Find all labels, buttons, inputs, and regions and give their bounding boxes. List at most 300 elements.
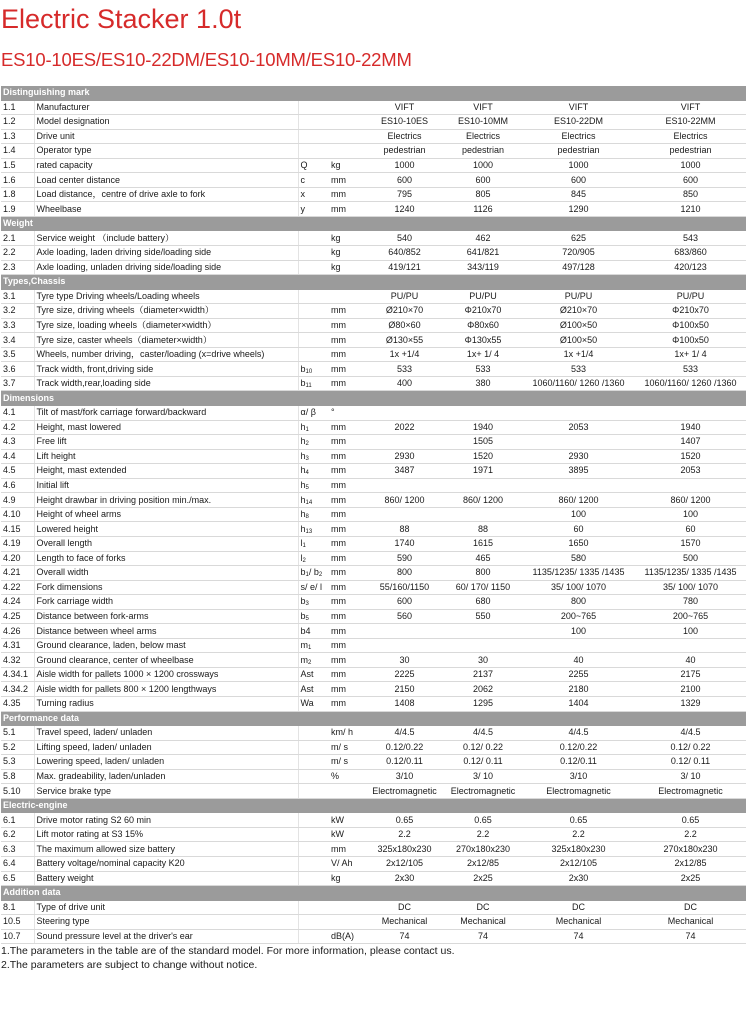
row-unit: mm [329, 551, 365, 566]
value-cell: 0.65 [365, 813, 444, 828]
value-cell: 35/ 100/ 1070 [635, 580, 746, 595]
row-unit: mm [329, 638, 365, 653]
row-unit: mm [329, 347, 365, 362]
value-cell: VIFT [522, 100, 635, 115]
value-cell: 1x +1/4 [522, 347, 635, 362]
value-cell: DC [444, 900, 522, 915]
row-number: 6.1 [1, 813, 34, 828]
row-unit: kg [329, 231, 365, 246]
row-unit [329, 129, 365, 144]
value-cell: 1135/1235/ 1335 /1435 [522, 566, 635, 581]
row-unit: kg [329, 246, 365, 261]
row-description: Model designation [34, 115, 298, 130]
row-unit: mm [329, 449, 365, 464]
row-description: Manufacturer [34, 100, 298, 115]
row-number: 4.1 [1, 406, 34, 421]
spec-row [1, 158, 746, 173]
spec-row [1, 740, 746, 755]
row-unit: mm [329, 522, 365, 537]
row-unit: mm [329, 682, 365, 697]
symbol-subscript: 2 [318, 572, 323, 579]
value-cell: 850 [635, 187, 746, 202]
row-symbol [298, 318, 329, 333]
value-cell: 1329 [635, 696, 746, 711]
symbol-text: x [300, 189, 305, 200]
value-cell: 40 [635, 653, 746, 668]
symbol-text: m [300, 654, 308, 665]
symbol-subscript: 1 [302, 543, 306, 550]
row-symbol [298, 929, 329, 944]
value-cell: Electrics [522, 129, 635, 144]
row-unit: mm [329, 566, 365, 581]
row-number: 4.31 [1, 638, 34, 653]
value-cell: 1x+ 1/ 4 [444, 347, 522, 362]
value-cell: 2175 [635, 667, 746, 682]
value-cell: 100 [522, 624, 635, 639]
row-description: Max. gradeability, laden/unladen [34, 769, 298, 784]
row-unit [329, 289, 365, 304]
row-description: Aisle width for pallets 1000 × 1200 crossways [34, 667, 298, 682]
footnote: 2.The parameters are subject to change without notice. [1, 958, 258, 971]
row-number: 6.5 [1, 871, 34, 886]
row-number: 5.2 [1, 740, 34, 755]
value-cell: 2.2 [635, 827, 746, 842]
row-symbol [298, 595, 329, 610]
row-number: 1.1 [1, 100, 34, 115]
row-symbol [298, 740, 329, 755]
value-cell [444, 507, 522, 522]
value-cell: 270x180x230 [444, 842, 522, 857]
symbol-subscript: 3 [305, 455, 309, 462]
value-cell: 0.65 [444, 813, 522, 828]
value-cell: 800 [365, 566, 444, 581]
row-number: 6.2 [1, 827, 34, 842]
value-cell: Ø100×50 [522, 318, 635, 333]
page-title: Electric Stacker 1.0t [1, 4, 242, 34]
value-cell: 1740 [365, 536, 444, 551]
row-unit: kg [329, 871, 365, 886]
row-symbol [298, 755, 329, 770]
row-number: 4.5 [1, 464, 34, 479]
symbol-text: b4 [300, 625, 311, 636]
spec-row [1, 929, 746, 944]
value-cell: 4/4.5 [522, 726, 635, 741]
row-unit: mm [329, 187, 365, 202]
row-number: 4.24 [1, 595, 34, 610]
value-cell: 1940 [635, 420, 746, 435]
spec-row [1, 726, 746, 741]
row-number: 3.2 [1, 304, 34, 319]
symbol-subscript: 11 [305, 383, 312, 390]
row-unit: mm [329, 202, 365, 217]
row-unit [329, 900, 365, 915]
symbol-text: h [300, 480, 306, 491]
row-unit: mm [329, 696, 365, 711]
spec-row [1, 580, 746, 595]
value-cell: 2x25 [444, 871, 522, 886]
row-symbol [298, 144, 329, 159]
row-description: Lifting speed, laden/ unladen [34, 740, 298, 755]
value-cell: 419/121 [365, 260, 444, 275]
row-unit: mm [329, 653, 365, 668]
value-cell: Φ80x60 [444, 318, 522, 333]
value-cell [365, 406, 444, 421]
value-cell [444, 406, 522, 421]
symbol-subscript: 14 [305, 499, 313, 506]
symbol-subscript: 4 [305, 470, 309, 477]
row-unit: dB(A) [329, 929, 365, 944]
spec-row [1, 624, 746, 639]
symbol-text: l [300, 552, 303, 563]
row-symbol [298, 856, 329, 871]
value-cell: 590 [365, 551, 444, 566]
value-cell: 720/905 [522, 246, 635, 261]
value-cell [522, 406, 635, 421]
value-cell: 2x30 [522, 871, 635, 886]
spec-row [1, 566, 746, 581]
value-cell: 1240 [365, 202, 444, 217]
spec-row [1, 129, 746, 144]
row-unit: m/ s [329, 740, 365, 755]
row-description: Operator type [34, 144, 298, 159]
value-cell [365, 435, 444, 450]
section-title: Dimensions [1, 391, 746, 406]
row-symbol [298, 580, 329, 595]
value-cell: 560 [365, 609, 444, 624]
symbol-text: b [300, 378, 306, 389]
value-cell: 60 [635, 522, 746, 537]
value-cell: 1x +1/4 [365, 347, 444, 362]
row-number: 2.2 [1, 246, 34, 261]
spec-row [1, 522, 746, 537]
value-cell: 2100 [635, 682, 746, 697]
spec-row [1, 609, 746, 624]
value-cell [522, 478, 635, 493]
value-cell: 0.12/0.11 [522, 755, 635, 770]
row-unit: kg [329, 260, 365, 275]
row-symbol [298, 696, 329, 711]
value-cell: 200~765 [635, 609, 746, 624]
row-description: Initial lift [34, 478, 298, 493]
row-symbol [298, 900, 329, 915]
row-number: 4.22 [1, 580, 34, 595]
value-cell: 500 [635, 551, 746, 566]
value-cell: 1971 [444, 464, 522, 479]
row-number: 6.3 [1, 842, 34, 857]
row-symbol [298, 100, 329, 115]
row-number: 5.10 [1, 784, 34, 799]
value-cell [365, 624, 444, 639]
value-cell: 3487 [365, 464, 444, 479]
row-description: Fork carriage width [34, 595, 298, 610]
model-subtitle: ES10-10ES/ES10-22DM/ES10-10MM/ES10-22MM [1, 49, 412, 70]
row-symbol [298, 304, 329, 319]
row-symbol [298, 464, 329, 479]
spec-row [1, 784, 746, 799]
value-cell: 2x30 [365, 871, 444, 886]
value-cell: VIFT [365, 100, 444, 115]
value-cell: DC [635, 900, 746, 915]
row-description: Drive motor rating S2 60 min [34, 813, 298, 828]
row-description: Lowering speed, laden/ unladen [34, 755, 298, 770]
row-description: Battery voltage/nominal capacity K20 [34, 856, 298, 871]
row-unit: V/ Ah [329, 856, 365, 871]
value-cell: 2x12/105 [522, 856, 635, 871]
row-number: 8.1 [1, 900, 34, 915]
value-cell: 4/4.5 [444, 726, 522, 741]
section-header [1, 216, 746, 231]
row-number: 4.35 [1, 696, 34, 711]
value-cell: 55/160/1150 [365, 580, 444, 595]
symbol-text: / b [308, 567, 319, 578]
row-description: rated capacity [34, 158, 298, 173]
value-cell: 2.2 [365, 827, 444, 842]
value-cell: 40 [522, 653, 635, 668]
symbol-text: b [300, 596, 306, 607]
row-description: Sound pressure level at the driver's ear [34, 929, 298, 944]
value-cell: 600 [365, 173, 444, 188]
value-cell: 641/821 [444, 246, 522, 261]
row-symbol [298, 813, 329, 828]
symbol-text: h [300, 421, 306, 432]
row-unit: mm [329, 318, 365, 333]
row-description: Tyre size, loading wheels（diameter×width） [34, 318, 298, 333]
value-cell: 3895 [522, 464, 635, 479]
row-number: 4.19 [1, 536, 34, 551]
value-cell: 3/ 10 [635, 769, 746, 784]
row-description: Lift motor rating at S3 15% [34, 827, 298, 842]
row-description: Lift height [34, 449, 298, 464]
row-unit: mm [329, 624, 365, 639]
row-description: Distance between wheel arms [34, 624, 298, 639]
symbol-text: Q [300, 160, 308, 170]
value-cell: 1000 [635, 158, 746, 173]
spec-row [1, 682, 746, 697]
value-cell: VIFT [635, 100, 746, 115]
row-symbol [298, 406, 329, 421]
row-description: Aisle width for pallets 800 × 1200 lengthways [34, 682, 298, 697]
row-number: 3.7 [1, 376, 34, 391]
row-number: 4.9 [1, 493, 34, 508]
row-number: 5.8 [1, 769, 34, 784]
value-cell: Mechanical [365, 915, 444, 930]
value-cell: 100 [635, 507, 746, 522]
spec-row [1, 376, 746, 391]
value-cell: 780 [635, 595, 746, 610]
spec-row [1, 638, 746, 653]
value-cell: 270x180x230 [635, 842, 746, 857]
symbol-text: Wa [300, 698, 314, 709]
value-cell: 1x+ 1/ 4 [635, 347, 746, 362]
spec-row [1, 842, 746, 857]
value-cell: 1060/1160/ 1260 /1360 [635, 376, 746, 391]
value-cell: 2930 [365, 449, 444, 464]
row-description: Load center distance [34, 173, 298, 188]
value-cell: 1520 [444, 449, 522, 464]
row-unit: ° [329, 406, 365, 421]
value-cell: 74 [635, 929, 746, 944]
row-unit [329, 915, 365, 930]
value-cell: 497/128 [522, 260, 635, 275]
row-number: 1.3 [1, 129, 34, 144]
symbol-text: Ast [300, 683, 314, 694]
value-cell: 30 [365, 653, 444, 668]
value-cell: 380 [444, 376, 522, 391]
spec-row [1, 915, 746, 930]
row-description: Tyre size, driving wheels（diameter×width） [34, 304, 298, 319]
value-cell: 2x12/105 [365, 856, 444, 871]
spec-row [1, 318, 746, 333]
row-unit: mm [329, 536, 365, 551]
row-unit: mm [329, 580, 365, 595]
row-symbol [298, 115, 329, 130]
value-cell: pedestrian [444, 144, 522, 159]
row-symbol [298, 173, 329, 188]
row-symbol [298, 347, 329, 362]
value-cell: 35/ 100/ 1070 [522, 580, 635, 595]
row-description: Length to face of forks [34, 551, 298, 566]
row-unit [329, 115, 365, 130]
spec-row [1, 478, 746, 493]
value-cell: Mechanical [522, 915, 635, 930]
row-number: 4.21 [1, 566, 34, 581]
value-cell: PU/PU [365, 289, 444, 304]
value-cell [635, 406, 746, 421]
value-cell: 0.12/0.22 [365, 740, 444, 755]
row-symbol [298, 435, 329, 450]
row-unit: mm [329, 667, 365, 682]
value-cell: 0.65 [635, 813, 746, 828]
symbol-subscript: 2 [308, 659, 312, 666]
row-number: 5.1 [1, 726, 34, 741]
value-cell: Mechanical [444, 915, 522, 930]
row-description: Height, mast lowered [34, 420, 298, 435]
spec-row [1, 755, 746, 770]
row-number: 10.7 [1, 929, 34, 944]
row-unit: mm [329, 595, 365, 610]
value-cell: Φ100x50 [635, 318, 746, 333]
value-cell: ES10-22DM [522, 115, 635, 130]
value-cell: Electromagnetic [444, 784, 522, 799]
value-cell: Electromagnetic [365, 784, 444, 799]
value-cell: Electrics [444, 129, 522, 144]
value-cell: Electrics [365, 129, 444, 144]
value-cell: 0.12/0.11 [365, 755, 444, 770]
row-symbol [298, 522, 329, 537]
value-cell: Electrics [635, 129, 746, 144]
value-cell: 88 [444, 522, 522, 537]
row-unit: mm [329, 478, 365, 493]
value-cell: 600 [444, 173, 522, 188]
value-cell [365, 507, 444, 522]
value-cell: 1000 [444, 158, 522, 173]
row-description: Ground clearance, laden, below mast [34, 638, 298, 653]
value-cell: 3/ 10 [444, 769, 522, 784]
value-cell: PU/PU [522, 289, 635, 304]
row-symbol [298, 246, 329, 261]
section-header [1, 798, 746, 813]
value-cell: 540 [365, 231, 444, 246]
row-unit: mm [329, 376, 365, 391]
row-description: Wheelbase [34, 202, 298, 217]
row-description: Service weight （include battery） [34, 231, 298, 246]
spec-row [1, 202, 746, 217]
value-cell: 462 [444, 231, 522, 246]
value-cell: 60/ 170/ 1150 [444, 580, 522, 595]
row-number: 4.34.2 [1, 682, 34, 697]
row-number: 4.26 [1, 624, 34, 639]
value-cell: ES10-10MM [444, 115, 522, 130]
value-cell: 2062 [444, 682, 522, 697]
value-cell: 860/ 1200 [444, 493, 522, 508]
value-cell: 2150 [365, 682, 444, 697]
value-cell: 325x180x230 [522, 842, 635, 857]
section-title: Addition data [1, 886, 746, 901]
value-cell [444, 638, 522, 653]
symbol-subscript: 2 [302, 557, 306, 564]
value-cell: 0.12/ 0.11 [635, 755, 746, 770]
row-number: 4.25 [1, 609, 34, 624]
row-description: Height, mast extended [34, 464, 298, 479]
row-unit: mm [329, 609, 365, 624]
value-cell: 2022 [365, 420, 444, 435]
row-description: Axle loading, laden driving side/loading side [34, 246, 298, 261]
spec-row [1, 856, 746, 871]
value-cell: 420/123 [635, 260, 746, 275]
spec-row [1, 115, 746, 130]
row-symbol [298, 682, 329, 697]
row-description: Load distance，centre of drive axle to fork [34, 187, 298, 202]
row-unit: mm [329, 173, 365, 188]
symbol-text: α/ β [300, 407, 316, 418]
symbol-text: h [300, 436, 306, 447]
value-cell: 1060/1160/ 1260 /1360 [522, 376, 635, 391]
value-cell: 1505 [444, 435, 522, 450]
row-number: 4.32 [1, 653, 34, 668]
section-header [1, 275, 746, 290]
spec-row [1, 493, 746, 508]
section-title: Types,Chassis [1, 275, 746, 290]
spec-row [1, 246, 746, 261]
value-cell: 2053 [635, 464, 746, 479]
row-description: Tyre size, caster wheels（diameter×width） [34, 333, 298, 348]
value-cell: ES10-22MM [635, 115, 746, 130]
row-number: 4.2 [1, 420, 34, 435]
row-number: 1.2 [1, 115, 34, 130]
row-symbol [298, 129, 329, 144]
symbol-subscript: 1 [305, 572, 309, 579]
value-cell: Φ100x50 [635, 333, 746, 348]
value-cell: 1520 [635, 449, 746, 464]
value-cell: 580 [522, 551, 635, 566]
value-cell: DC [522, 900, 635, 915]
value-cell: PU/PU [635, 289, 746, 304]
value-cell: 1650 [522, 536, 635, 551]
row-number: 3.6 [1, 362, 34, 377]
spec-row [1, 900, 746, 915]
symbol-subscript: 5 [305, 615, 309, 622]
symbol-text: Ast [300, 669, 314, 680]
value-cell [522, 435, 635, 450]
row-description: Drive unit [34, 129, 298, 144]
value-cell: 2225 [365, 667, 444, 682]
spec-row [1, 420, 746, 435]
spec-row [1, 507, 746, 522]
row-symbol [298, 566, 329, 581]
value-cell: 400 [365, 376, 444, 391]
row-unit: kW [329, 813, 365, 828]
row-symbol [298, 420, 329, 435]
